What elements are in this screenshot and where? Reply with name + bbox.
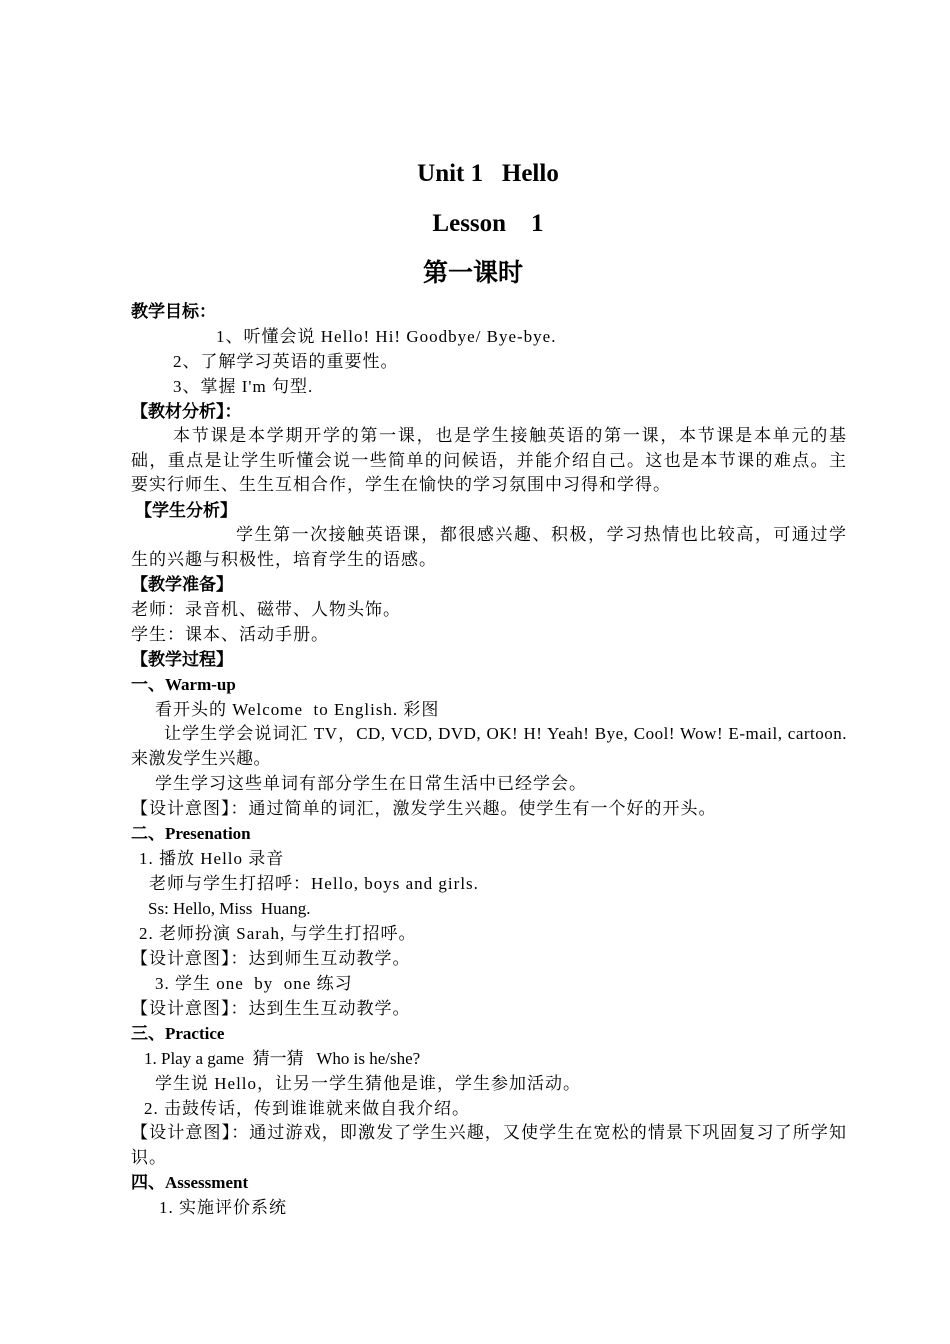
prac-line-1: 1. Play a game 猜一猜 Who is he/she? <box>144 1049 421 1068</box>
assessment-heading: 四、Assessment <box>131 1173 249 1192</box>
pres-line-2: 老师与学生打招呼：Hello, boys and girls. <box>149 874 479 893</box>
practice-heading: 三、Practice <box>131 1024 225 1043</box>
material-paragraph: 本节课是本学期开学的第一课，也是学生接触英语的第一课，本节课是本单元的基础，重点是让学生听懂会说一些简单的问候语，并能介绍自己。这也是本节课的难点。主要实行师生、生生互相合作，学生在愉快的学习氛围中习得和学得。 <box>131 426 847 495</box>
prac-design-note: 【设计意图】：通过游戏，即激发了学生兴趣，又使学生在宽松的情景下巩固复习了所学知识。 <box>131 1123 847 1167</box>
prep-teacher: 老师：录音机、磁带、人物头饰。 <box>131 600 401 619</box>
pres-line-5: 3. 学生 one by one 练习 <box>155 974 353 993</box>
pres-design-note-2: 【设计意图】：达到生生互动教学。 <box>131 999 411 1018</box>
process-heading: 【教学过程】 <box>131 650 233 669</box>
student-paragraph: 学生第一次接触英语课，都很感兴趣、积极，学习热情也比较高，可通过学生的兴趣与积极性，培育学生的语感。 <box>131 525 847 569</box>
prac-line-2: 学生说 Hello，让另一学生猜他是谁，学生参加活动。 <box>155 1074 582 1093</box>
goal-item-3: 3、掌握 I'm 句型. <box>173 377 314 396</box>
goals-heading: 教学目标： <box>131 302 216 321</box>
student-heading: 【学生分析】 <box>135 501 237 520</box>
prac-line-3: 2. 击鼓传话，传到谁谁就来做自我介绍。 <box>144 1099 470 1118</box>
presentation-heading: 二、Presenation <box>131 824 251 843</box>
goal-item-2: 2、了解学习英语的重要性。 <box>173 352 399 371</box>
lesson-title: Lesson 1 <box>432 210 544 237</box>
pres-line-4: 2. 老师扮演 Sarah, 与学生打招呼。 <box>139 924 417 943</box>
pres-line-3: Ss: Hello, Miss Huang. <box>148 899 311 918</box>
material-heading: 【教材分析】： <box>131 402 242 421</box>
prep-student: 学生：课本、活动手册。 <box>131 625 329 644</box>
period-title: 第一课时 <box>422 260 523 287</box>
warmup-design-note: 【设计意图】：通过简单的词汇，激发学生兴趣。使学生有一个好的开头。 <box>131 799 717 818</box>
warmup-line-2: 让学生学会说词汇 TV，CD, VCD, DVD, OK! H! Yeah! Bye, Cool! Wow! E-mail, cartoon. 来激发学生兴趣。 <box>131 724 847 768</box>
pres-line-1: 1. 播放 Hello 录音 <box>139 849 285 868</box>
warmup-heading: 一、Warm-up <box>131 675 236 694</box>
assess-line-1: 1. 实施评价系统 <box>159 1198 287 1217</box>
pres-design-note-1: 【设计意图】：达到师生互动教学。 <box>131 949 411 968</box>
unit-title: Unit 1 Hello <box>417 160 559 187</box>
warmup-line-3: 学生学习这些单词有部分学生在日常生活中已经学会。 <box>155 774 587 793</box>
goal-item-1: 1、听懂会说 Hello! Hi! Goodbye/ Bye-bye. <box>216 327 557 346</box>
warmup-line-1: 看开头的 Welcome to English. 彩图 <box>155 700 440 719</box>
prep-heading: 【教学准备】 <box>131 575 233 594</box>
